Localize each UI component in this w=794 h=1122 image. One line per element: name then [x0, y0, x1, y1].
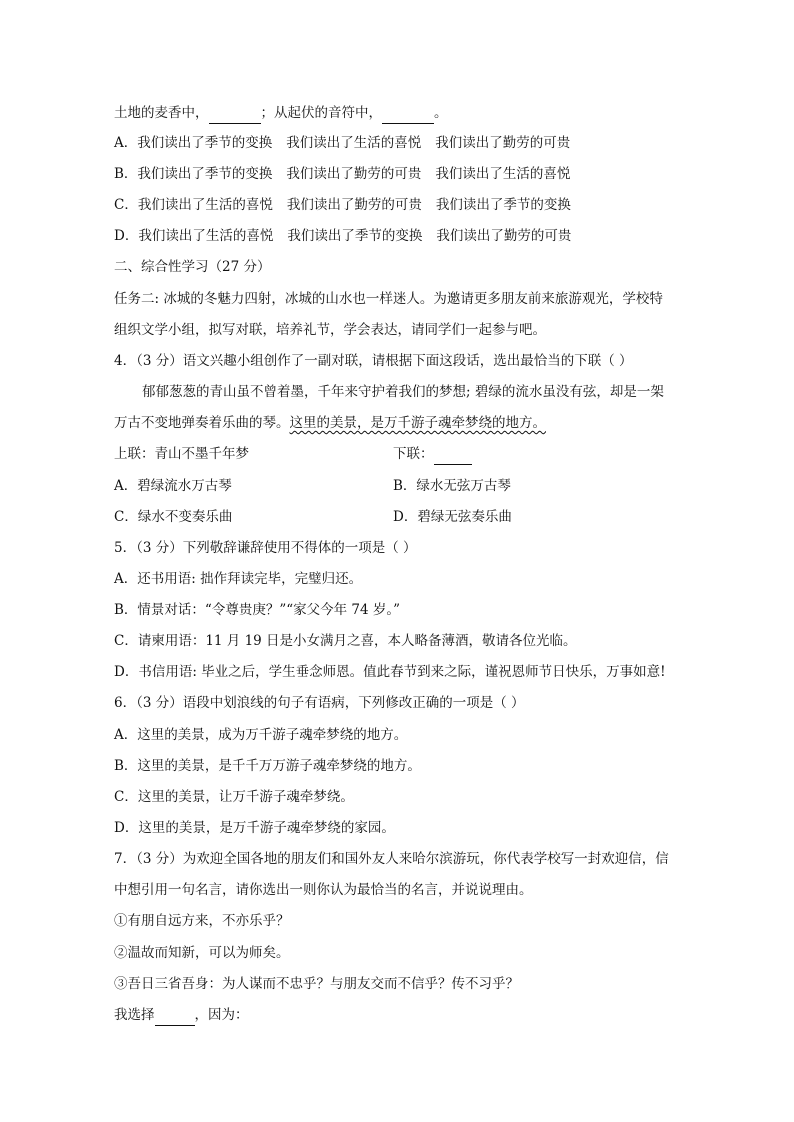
option-part: 我们读出了季节的变换	[137, 166, 273, 182]
q7-stem-line-1: 7．（3 分）为欢迎全国各地的朋友们和国外友人来哈尔滨游玩，你代表学校写一封欢迎信，信	[114, 851, 669, 867]
task-intro-line-1: 任务二: 冰城的冬魅力四射，冰城的山水也一样迷人。为邀请更多朋友前来旅游观光，学校特	[114, 291, 663, 307]
option-part: 我们读出了季节的变换	[435, 197, 571, 213]
option-letter: A．	[114, 135, 138, 151]
q3-option-b[interactable]	[114, 164, 570, 184]
q5-stem: 5．（3 分）下列敬辞谦辞使用不得体的一项是（ ）	[114, 540, 417, 556]
q7-answer-label: 我选择	[114, 1007, 155, 1023]
couplet-lower-label: 下联：	[393, 446, 434, 462]
q6-option-a[interactable]: A．这里的美景，成为万千游子魂牵梦绕的地方。	[114, 727, 408, 743]
q4-passage-line-1: 郁郁葱葱的青山虽不曾着墨，千年来守护着我们的梦想; 碧绿的流水虽没有弦，却是一架	[142, 384, 664, 400]
q3-stem-text-b: ；从起伏的音符中，	[260, 105, 382, 121]
option-letter: C．	[114, 197, 138, 213]
option-letter: B．	[114, 166, 138, 182]
q7-answer-because: ，因为：	[194, 1007, 249, 1023]
q4-option-b[interactable]: B．绿水无弦万古琴	[393, 478, 511, 494]
q5-option-b[interactable]: B．情景对话：“令尊贵庚？”“家父今年 74 岁。”	[114, 602, 401, 618]
q4-option-a[interactable]: A．碧绿流水万古琴	[114, 478, 232, 494]
section-heading: 二、综合性学习（27 分）	[114, 259, 271, 275]
option-part: 我们读出了生活的喜悦	[435, 166, 571, 182]
q7-stem-line-2: 中想引用一句名言，请你选出一则你认为最恰当的名言，并说说理由。	[114, 882, 533, 898]
couplet-lower	[393, 444, 472, 465]
q5-option-d[interactable]: D．书信用语: 毕业之后，学生垂念师恩。值此春节到来之际，谨祝恩师节日快乐，万事如意!	[114, 664, 666, 680]
q4-passage-line-2	[114, 413, 546, 433]
option-part: 我们读出了季节的变换	[287, 228, 423, 244]
option-part: 我们读出了生活的喜悦	[286, 135, 422, 151]
q4-option-d[interactable]: D．碧绿无弦奏乐曲	[393, 509, 512, 525]
option-part: 我们读出了勤劳的可贵	[286, 197, 422, 213]
wavy-underlined-sentence: 这里的美景，是万千游子魂牵梦绕的地方。	[289, 415, 546, 431]
q4-stem: 4．（3 分）语文兴趣小组创作了一副对联，请根据下面这段话，选出最恰当的下联（ ）	[114, 353, 633, 369]
q4-option-c[interactable]: C．绿水不变奏乐曲	[114, 509, 233, 525]
answer-blank[interactable]	[382, 103, 434, 124]
passage-text: 万古不变地弹奏着乐曲的琴。	[114, 415, 290, 431]
task-intro-line-2: 组织文学小组，拟写对联，培养礼节，学会表达，请同学们一起参与吧。	[114, 322, 546, 338]
q6-option-c[interactable]: C．这里的美景，让万千游子魂牵梦绕。	[114, 789, 354, 805]
q3-option-d[interactable]	[114, 226, 571, 246]
q3-stem-text-a: 土地的麦香中，	[114, 105, 209, 121]
option-part: 我们读出了生活的喜悦	[137, 197, 273, 213]
option-letter: D．	[114, 228, 139, 244]
q3-stem	[114, 103, 448, 124]
q7-quote-2: ②温故而知新，可以为师矣。	[114, 945, 290, 961]
answer-blank[interactable]	[209, 103, 261, 124]
q3-stem-text-c: 。	[434, 105, 448, 121]
q5-option-c[interactable]: C．请柬用语：11 月 19 日是小女满月之喜，本人略备薄酒，敬请各位光临。	[114, 633, 577, 649]
option-part: 我们读出了季节的变换	[137, 135, 273, 151]
q3-option-c[interactable]	[114, 195, 571, 215]
q7-quote-3: ③吾日三省吾身：为人谋而不忠乎？与朋友交而不信乎？传不习乎？	[114, 976, 519, 992]
option-part: 我们读出了生活的喜悦	[138, 228, 274, 244]
q3-option-a[interactable]	[114, 133, 570, 153]
answer-blank[interactable]	[155, 1005, 195, 1026]
q7-answer-line	[114, 1005, 249, 1026]
q6-stem: 6．（3 分）语段中划浪线的句子有语病，下列修改正确的一项是（ ）	[114, 695, 525, 711]
q7-quote-1: ①有朋自远方来，不亦乐乎？	[114, 913, 290, 929]
option-part: 我们读出了勤劳的可贵	[435, 135, 571, 151]
q5-option-a[interactable]: A．还书用语: 拙作拜读完毕，完璧归还。	[114, 571, 363, 587]
option-part: 我们读出了勤劳的可贵	[436, 228, 572, 244]
couplet-upper: 上联：青山不墨千年梦	[114, 446, 249, 462]
q6-option-b[interactable]: B．这里的美景，是千千万万游子魂牵梦绕的地方。	[114, 758, 421, 774]
answer-blank[interactable]	[434, 444, 472, 465]
q6-option-d[interactable]: D．这里的美景，是万千游子魂牵梦绕的家园。	[114, 820, 395, 836]
option-part: 我们读出了勤劳的可贵	[286, 166, 422, 182]
